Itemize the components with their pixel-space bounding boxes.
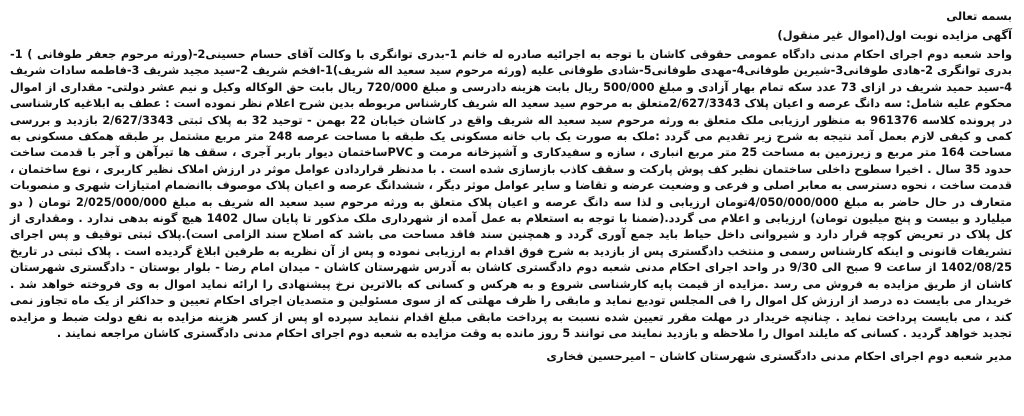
notice-paragraph: واحد شعبه دوم اجرای احکام مدنی دادگاه عمومی حقوقی کاشان با توجه به اجرائیه صادره له خانم 1-بدری توانگری با وکالت آقای حسام حسینی2-(ورثه مرحوم جعفر طوفانی ) 1-بدری توانگری 2-هادی طوفانی3-شیرین طوفانی4-مهدی طوفانی5-شادی طوفانی علیه (ورثه مرحوم سید سعید اله شریف)1-افخم شریف 2-سید مجید شریف 3-فاطمه سادات شریف 4-سید حمید شریف در ازای 73 عدد سکه تمام بهار آزادی و مبلغ 500/000 ریال بابت هزینه دادرسی و مبلغ 720/000 ریال بابت حق الوکاله وکیل و نیم عشر دولتی- مقداری از اموال محکوم علیه شامل: سه دانگ عرصه و اعیان پلاک 2/627/3343متعلق به مرحوم سید سعید اله شریف کارشناس مربوطه بدین شرح اعلام نظر نموده است : عطف به ابلاغیه کارشناسی در پرونده کلاسه 961376 به منظور ارزیابی ملک متعلق به ورثه مرحوم سید سعید اله شریف واقع در کاشان خیابان 22 بهمن - توحید 32 به پلاک ثبتی 2/627/3343 بازدید و بررسی کمی و کیفی لازم بعمل آمد نتیجه به شرح زیر تقدیم می گردد :ملک به صورت یک باب خانه مسکونی یک طبقه با مساحت عرصه 248 متر مربع مشتمل بر طبقه همکف مسکونی به مساحت 164 متر مربع و زیرزمین به مساحت 25 متر مربع انباری ، سازه و سفیدکاری و آشپزخانه مرمت و PVCساختمان دیوار باربر آجری ، سقف ها تیرآهن و آجر با قدمت ساخت حدود 35 سال . اخیرا سطوح داخلی ساختمان نظیر کف پوش پارکت و سقف کاذب بازسازی شده است . با مدنظر قراردادن عوامل موثر در ارزش املاک نظیر کاربری ، نوع ساختمان ، قدمت ساخت ، نحوه دسترسی به معابر اصلی و فرعی و وضعیت عرضه و تقاضا و سایر عوامل موثر دیگر ، ششدانگ عرصه و اعیان پلاک موصوف باانضمام امتیازات شهری و منصوبات متعارف در حال حاضر به مبلغ 4/050/000/000تومان ارزیابی و لذا سه دانگ عرصه و اعیان پلاک متعلق به ورثه مرحوم سید سعید اله شریف به مبلغ 2/025/000/000 تومان ( دو میلیارد و بیست و پنج میلیون تومان) ارزیابی و اعلام می گردد.(ضمنا با توجه به استعلام به عمل آمده از شهرداری ملک مذکور تا پایان سال 1402 هیچ گونه بدهی ندارد . ومقداری از کل پلاک در تعریض کوچه قرار دارد و شیروانی داخل حیاط باید جمع آوری گردد و همچنین سند فاقد مساحت می باشد که اصلاح سند الزامی است).پلاک ثبتی توقیف و پس اجرای تشریفات قانونی و اینکه کارشناس رسمی و منتخب دادگستری پس از بازدید به شرح فوق اقدام به ارزیابی نموده و پس از آن نظریه به طرفین ابلاغ گردیده است . پلاک ثبتی در تاریخ 1402/08/25 از ساعت 9 صبح الی 9/30 در واحد اجرای احکام مدنی شعبه دوم دادگستری کاشان به آدرس شهرستان کاشان - میدان امام رضا - بلوار بوستان - دادگستری شهرستان کاشان از طریق مزایده به فروش می رسد .مزایده از قیمت پایه کارشناسی شروع و به هرکس و کسانی که بالاترین نرخ پیشنهادی را ارائه نماید اموال به وی فروخته خواهد شد . خریدار می بایست ده درصد از ارزش کل اموال را فی المجلس تودیع نماید و مابقی را ظرف مهلتی که از سوی مسئولین و متصدیان اجرای احکام تعیین و حداکثر از یک ماه تجاوز نمی کند ، می بایست پرداخت نماید . چنانچه خریدار در مهلت مقرر تعیین شده نسبت به پرداخت مابقی مبلغ اقدام ننماید سپرده او پس از کسر هزینه مزایده به نفع دولت ضبط و مزایده تجدید خواهد گردید . کسانی که مایلند اموال را ملاحظه و بازدید نمایند می توانند 5 روز مانده به وقت مزایده به شعبه دوم اجرای احکام مدنی دادگستری کاشان مراجعه نمایند . bbox=[10, 48, 1013, 340]
notice-title: آگهی مزایده نوبت اول(اموال غیر منقول) bbox=[777, 28, 1012, 42]
basmala-heading: بسمه تعالی bbox=[946, 9, 1012, 23]
signature-line: مدیر شعبه دوم اجرای احکام مدنی دادگستری شهرستان کاشان – امیرحسین فخاری bbox=[546, 349, 1012, 364]
notice-body bbox=[10, 47, 1012, 342]
